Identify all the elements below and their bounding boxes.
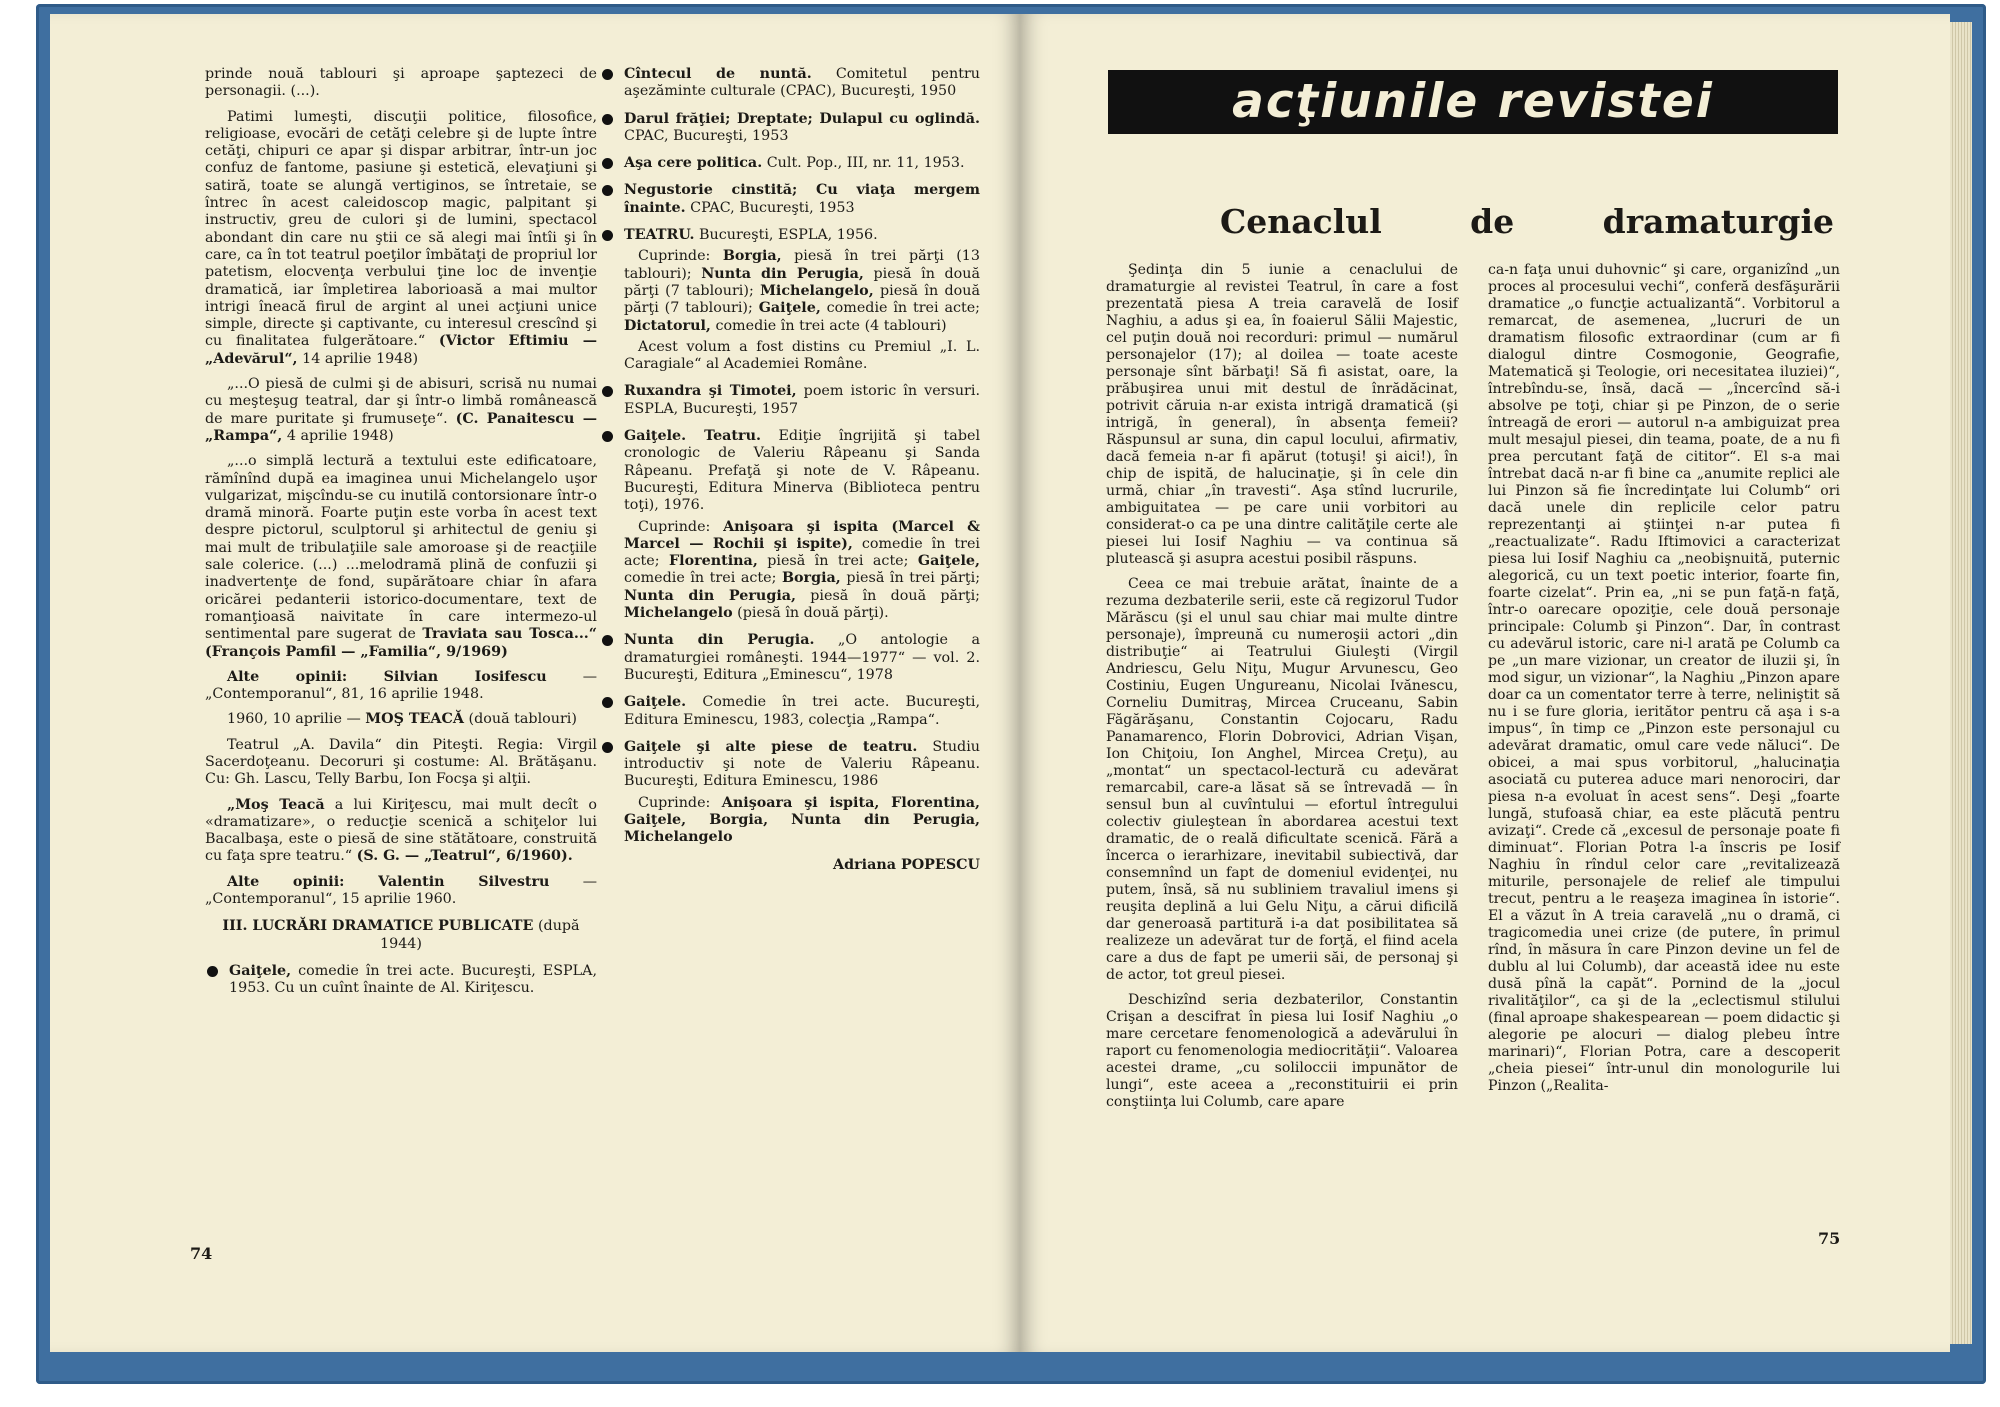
- page-number: 74: [190, 1244, 213, 1263]
- bibliography-entry: Cîntecul de nuntă. Comitetul pentru aşezăminte culturale (CPAC), Bucureşti, 1950: [600, 66, 980, 101]
- bibliography-entry: Nunta din Perugia. „O antologie a dramaturgiei româneşti. 1944—1977“ — vol. 2. Bucureşti, Editura „Eminescu“, 1978: [600, 632, 980, 684]
- left-column-1: [205, 66, 597, 1008]
- page-number: 75: [1818, 1229, 1841, 1248]
- bullet-icon: [602, 114, 613, 125]
- paragraph: Şedinţa din 5 iunie a cenaclului de dramaturgie al revistei Teatrul, în care a fost prezentată piesa A treia caravelă de Iosif Naghiu, a adus şi ea, în foaierul Sălii Majestic, cel puţin două noi recorduri: primul — numărul personajelor (17); al doilea — toate aceste personaje sînt bărbaţi! Să fi asistat, oare, la prăbuşirea unui mit destul de înrădăcinat, potrivit căruia n-ar exista intrigă dramatică (şi intrigă, în general), în absenţa femeii? Răspunsul ar suna, din capul locului, afirmativ, dacă femeia n-ar fi apărut (totuşi! şi aici!), în chip de ispită, de halucinaţie, şi în cele din urmă, chiar „în travesti“. Aşa stînd lucrurile, ambiguitatea — pe care unii vorbitori au considerat-o ca pe una dintre calităţile certe ale piesei lui Iosif Naghiu — va continua să plutească şi asupra acestui posibil răspuns.: [1106, 262, 1458, 567]
- paragraph: Alte opinii: Silvian Iosifescu — „Contemporanul“, 81, 16 aprilie 1948.: [205, 668, 597, 703]
- paragraph: 1960, 10 aprilie — MOŞ TEACĂ (două tablouri): [227, 711, 577, 728]
- paragraph: ca-n faţa unui duhovnic“ şi care, organizînd „un proces al procesului vechi“, conferă desfăşurării dramatice „o funcţie actualizantă“. Vorbitorul a remarcat, de asemenea, „lucruri de un dramatism filosofic extraordinar (cum ar fi dialogul dintre Cosmogonie, Geografie, Matematică şi Teologie, ori necesitatea iluziei)“, întrebîndu-se, însă, dacă — „încercînd să-i absolve pe toţi, chiar şi pe Pinzon, de o serie întreagă de erori — autorul n-a ambiguizat prea mult mesajul piesei, din teama, poate, de a nu fi prea percutant faţă de cititor“. El s-a mai întrebat dacă n-ar fi bine ca „anumite replici ale lui Pinzon să fie încredinţate lui Columb“ ori dacă unele din replicile celor patru reprezentanţi ai ştiinţei n-ar putea fi „reactualizate“. Radu Iftimovici a caracterizat piesa lui Iosif Naghiu ca „neobişnuită, puternic alegorică, cu un text poetic interior, foarte fin, foarte cizelat“. Prin ea, „ni se pun faţă-n faţă, într-o oarecare opoziţie, cele două personaje principale: Columb şi Pinzon“. Dar, în contrast cu adevărul istoric, care ni-l arată pe Columb ca pe „un mare vizionar, un creator de iluzii şi, în mod sigur, un vizionar“, la Naghiu „Pinzon apare doar ca un comentator terre à terre, neliniştit să nu i se fure gloria, ieritător pentru că aşa i s-a impus“, în timp ce „Pinzon este personajul cu adevărat dramatic, omul care vede năluci“. De obicei, a mai spus vorbitorul, „halucinaţia asociată cu puterea aduce mari nenorociri, dar piesa n-a evoluat în acest sens“. Deşi „foarte lungă, stufoasă chiar, ea este plăcută pentru avizaţi“. Crede că „excesul de personaje poate fi diminuat“. Florian Potra l-a înscris pe Iosif Naghiu în rîndul celor care „revitalizează miturile, personajele de relief ale timpului trecut, pentru a le reaşeza imaginea în istorie“. El a văzut în A treia caravelă „nu o dramă, ci tragicomedia unei crize (de putere, în primul rînd, în măsura în care Pinzon devine un fel de dublu al lui Columb), dar această idee nu este dusă pînă la capăt“. Pornind de la „jocul rivalităţilor“, ca şi de la „eclectismul stilului (final aproape shakespearean — poem didactic şi alegorie pe alocuri — dialog plebeu între marinari)“, Florian Potra, care a descoperit „cheia piesei“ într-unul din monologurile lui Pinzon („Realita-: [1488, 262, 1840, 1094]
- bullet-icon: [602, 742, 613, 753]
- paragraph: Alte opinii: Valentin Silvestru — „Contemporanul“, 15 aprilie 1960.: [205, 873, 597, 908]
- bibliography-entry: Gaiţele, comedie în trei acte. Bucureşti, ESPLA, 1953. Cu un cuînt înainte de Al. Kiriţescu.: [205, 963, 597, 998]
- bibliography-entry: Gaiţele. Teatru. Ediţie îngrijită şi tabel cronologic de Valeriu Râpeanu şi Sanda Râpeanu. Prefaţă şi note de V. Râpeanu. Bucureşti, Editura Minerva (Biblioteca pentru toţi), 1976. Cuprinde: Anişoara şi ispita (Marcel & Marcel — Rochii şi ispite), comedie în trei acte; Florentina, piesă în trei acte; Gaiţele, comedie în trei acte; Borgia, piesă în trei părţi; Nunta din Perugia, piesă în două părţi; Michelangelo (piesă în două părţi).: [600, 428, 980, 622]
- section-banner: acţiunile revistei „Teatrul“: [1108, 70, 1838, 134]
- bullet-icon: [602, 431, 613, 442]
- bullet-icon: [602, 386, 613, 397]
- paragraph: Deschizînd seria dezbaterilor, Constantin Crişan a descifrat în piesa lui Iosif Naghiu „o mare cercetare fenomenologică a adevărului în raport cu fenomenologia mediocrităţii“. Valoarea acestei drame, „cu soliloccii impunător de lungi“, este aceea a „reconstituirii ei prin conştiinţa lui Columb, care apare: [1106, 992, 1458, 1110]
- bullet-icon: [602, 230, 613, 241]
- headline-word: dramaturgie: [1602, 202, 1834, 241]
- bibliography-entry: Darul frăţiei; Dreptate; Dulapul cu oglindă. CPAC, Bucureşti, 1953: [600, 111, 980, 146]
- paragraph: Ceea ce mai trebuie arătat, înainte de a rezuma dezbaterile serii, este că regizorul Tudor Mărăscu (şi el unul sau chiar mai multe dintre personaje), împreună cu numeroşii actori „din distribuţie“ ai Teatrului Giuleşti (Virgil Andriescu, Gelu Niţu, Mugur Arvunescu, Geo Costiniu, Eugen Ungureanu, Nicolai Ivănescu, Corneliu Dumitraş, Mircea Cruceanu, Sabin Făgărăşanu, Constantin Cojocaru, Radu Panamarenco, Florin Dobrovici, Adrian Vişan, Ion Chiţoiu, Ion Anghel, Mircea Creţu), au „montat“ un spectacol-lectură cu adevărat remarcabil, care-a lăsat să se întrevadă — în sensul bun al cuvîntului — efortul întregului colectiv giuleştean în abordarea acestui text dramatic, de o reală dificultate scenică. Fără a încerca o ierarhizare, inevitabil subiectivă, dar consemnînd un fapt de domeniul evidenţei, nu putem, însă, să nu subliniem travaliul imens şi reuşita deplină a lui Gelu Niţu, a cărui dificilă dar generoasă partitură i-a dat posibilitatea să realizeze un adevărat tur de forţă, el fiind acela care a dus de fapt pe umerii săi, de personaj şi de actor, tot greul piesei.: [1106, 576, 1458, 983]
- bullet-icon: [602, 69, 613, 80]
- bibliography-entry: Ruxandra şi Timotei, poem istoric în versuri. ESPLA, Bucureşti, 1957: [600, 383, 980, 418]
- left-page: [50, 14, 1020, 1352]
- paragraph: prinde nouă tablouri şi aproape şaptezeci de personagii. (...).: [205, 66, 597, 100]
- right-column-2: [1488, 262, 1840, 1103]
- right-column-1: [1106, 262, 1458, 1119]
- bullet-icon: [602, 697, 613, 708]
- article-headline: [1220, 202, 1834, 241]
- bullet-icon: [602, 635, 613, 646]
- right-page: [1020, 14, 1950, 1352]
- paragraph: Teatrul „A. Davila“ din Piteşti. Regia: Virgil Sacerdoţeanu. Decoruri şi costume: Al. Brătăşanu. Cu: Gh. Lascu, Telly Barbu, Ion Focşa şi alţii.: [205, 736, 597, 788]
- section-heading: III. LUCRĂRI DRAMATICE PUBLICATE (după 1944): [222, 918, 580, 952]
- headline-word: Cenaclul: [1220, 202, 1382, 241]
- paragraph: „...o simplă lectură a textului este edificatoare, rămînînd după ea imaginea unui Michelangelo uşor vulgarizat, mişcîndu-se cu inutilă contorsionare într-o dramă minoră. Foarte puţin este vorba în acest text despre pictorul, sculptorul şi arhitectul de geniu şi mai mult de tribulaţiile sale amoroase şi de reacţiile sale colerice. (...) ...melodramă plină de confuzii şi inadvertenţe de fond, supărătoare chiar în afara oricărei pedanterii istorico-documentare, text de romanţioasă naivitate în care intermezo-ul sentimental pare sugerat de Traviata sau Tosca...“ (François Pamfil — „Familia“, 9/1969): [205, 453, 598, 660]
- bullet-icon: [602, 158, 613, 169]
- page-edges: [1950, 22, 1972, 1344]
- bullet-icon: [602, 185, 613, 196]
- headline-word: de: [1470, 202, 1515, 241]
- bibliography-entry: Negustorie cinstită; Cu viaţa mergem înainte. CPAC, Bucureşti, 1953: [600, 182, 980, 217]
- paragraph: Patimi lumeşti, discuţii politice, filosofice, religioase, evocări de cetăţi celebre şi de lupte între cetăţi, chipuri ce apar şi dispar arbitrar, într-un joc confuz de fantome, pasiune şi estetică, elevaţiuni şi satiră, toate se alungă vertiginos, se întretaie, se întrec în acest caleidoscop magic, palpitant şi instructiv, greu de culori şi de lumini, spectacol abondant din care nu ştii ce să alegi mai întîi şi în care, ca în tot teatrul poeţilor îmbătaţi de propriul lor patetism, elocvenţa verbului ţine loc de invenţie dramatică, iar împletirea laborioasă a mai multor intrigi îneacă firul de argint al unei acţiuni unice simple, directe şi captivante, cu interesul crescînd şi cu finalitatea fulgerătoare.“ (Victor Eftimiu — „Adevărul“, 14 aprilie 1948): [205, 108, 598, 367]
- bibliography-entry: Gaiţele şi alte piese de teatru. Studiu introductiv şi note de Valeriu Râpeanu. Bucureşti, Editura Eminescu, 1986 Cuprinde: Anişoara şi ispita, Florentina, Gaiţele, Borgia, Nunta din Perugia, Michelangelo: [600, 739, 980, 847]
- left-column-2: [600, 66, 980, 874]
- author-signature: Adriana POPESCU: [833, 856, 980, 873]
- bullet-icon: [207, 966, 218, 977]
- bibliography-entry: Gaiţele. Comedie în trei acte. Bucureşti, Editura Eminescu, 1983, colecţia „Rampa“.: [600, 694, 980, 729]
- bibliography-entry: Aşa cere politica. Cult. Pop., III, nr. 11, 1953.: [600, 155, 980, 172]
- bibliography-entry: TEATRU. Bucureşti, ESPLA, 1956. Cuprinde: Borgia, piesă în trei părţi (13 tablouri); Nunta din Perugia, piesă în două părţi (7 tablouri); Michelangelo, piesă în două părţi (7 tablouri); Gaiţele, comedie în trei acte; Dictatorul, comedie în trei acte (4 tablouri) Acest volum a fost distins cu Premiul „I. L. Caragiale“ al Academiei Române.: [600, 227, 980, 373]
- paragraph: „...O piesă de culmi şi de abisuri, scrisă nu numai cu meşteşug teatral, dar şi într-o limbă românească de mare puritate şi frumuseţe“. (C. Panaitescu — „Rampa“, 4 aprilie 1948): [205, 376, 597, 444]
- paragraph: „Moş Teacă a lui Kiriţescu, mai mult decît o «dramatizare», o reducţie scenică a schiţelor lui Bacalbaşa, este o piesă de sine stătătoare, construită cu faţa spre teatru.“ (S. G. — „Teatrul“, 6/1960).: [205, 796, 597, 865]
